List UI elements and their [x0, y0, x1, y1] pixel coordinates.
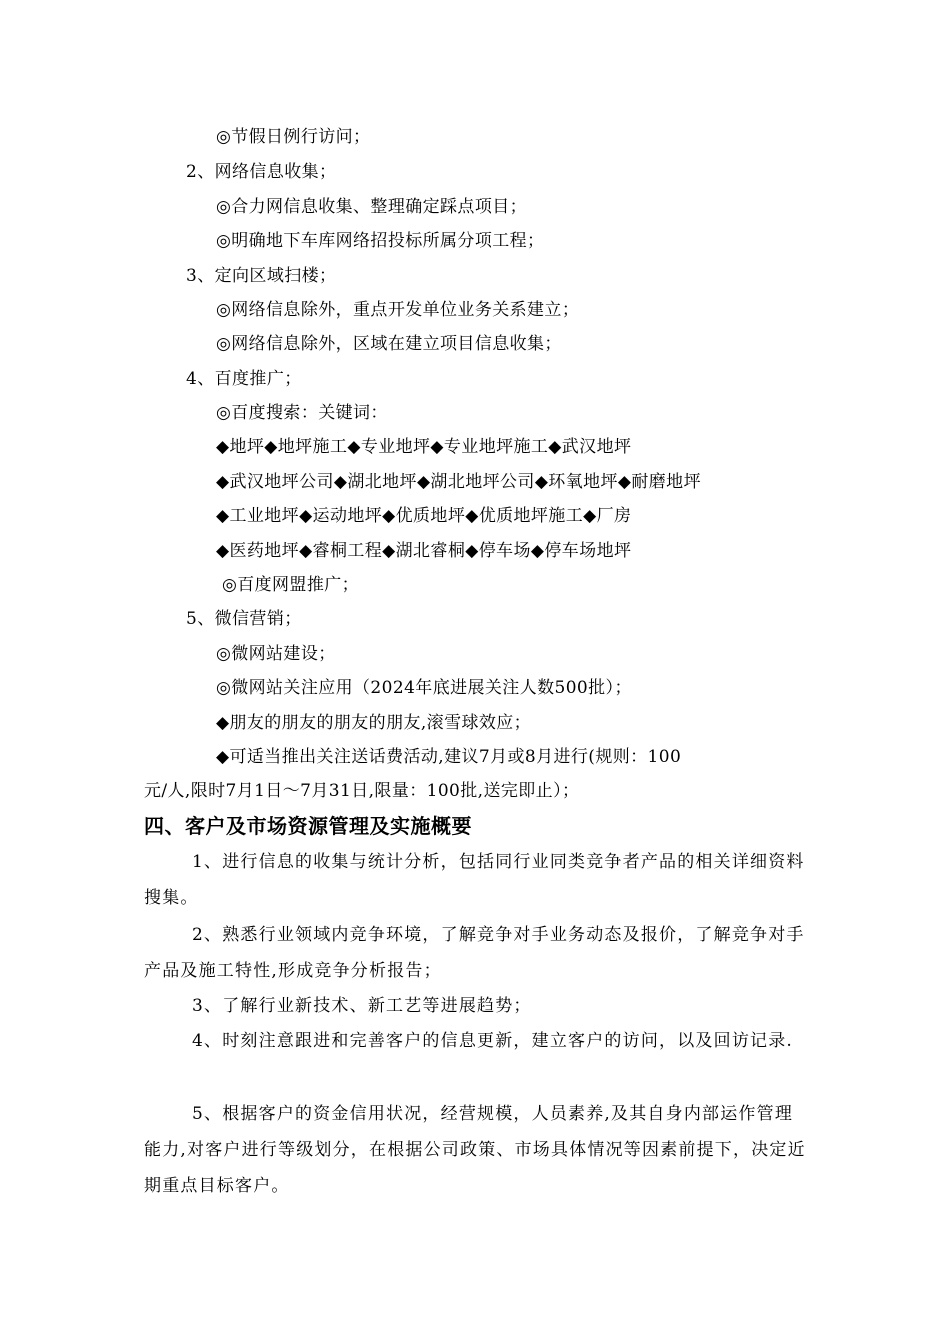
keyword-line: ◆医药地坪◆睿桐工程◆湖北睿桐◆停车场◆停车场地坪 — [216, 541, 632, 561]
item2-sub: ◎明确地下车库网络招投标所属分项工程； — [216, 231, 545, 251]
item5-sub: ◆可适当推出关注送话费活动,建议7月或8月进行(规则：100 — [216, 747, 682, 767]
item5-sub: ◆朋友的朋友的朋友的朋友,滚雪球效应； — [216, 713, 532, 733]
item5-title: 5、微信营销； — [186, 609, 302, 629]
item4-title: 4、百度推广； — [186, 369, 302, 389]
section4-paragraph: 5、根据客户的资金信用状况，经营规模，人员素养,及其自身内部运作管理能力,对客户进行等级划分，在根据公司政策、市场具体情况等因素前提下，决定近期重点目标客户。 — [144, 1104, 806, 1196]
item2-title: 2、网络信息收集； — [186, 162, 337, 182]
section4-paragraph: 3、了解行业新技术、新工艺等进展趋势； — [192, 996, 532, 1016]
section4-paragraph: 1、进行信息的收集与统计分析，包括同行业同类竞争者产品的相关详细资料搜集。 — [144, 852, 805, 908]
section4-paragraph: 2、熟悉行业领域内竞争环境，了解竞争对手业务动态及报价，了解竞争对手产品及施工特性,形成竞争分析报告； — [144, 925, 805, 981]
item4-search-keywords: ◎百度搜索：关键词： — [216, 403, 388, 423]
item4-alliance: ◎百度网盟推广； — [222, 575, 360, 595]
item5-sub: ◎微网站建设； — [216, 644, 336, 664]
item2-sub: ◎合力网信息收集、整理确定踩点项目； — [216, 197, 528, 217]
item5-sub: ◎微网站关注应用（2024年底进展关注人数500批）； — [216, 678, 632, 698]
item3-sub: ◎网络信息除外，区域在建立项目信息收集； — [216, 334, 562, 354]
keyword-line: ◆地坪◆地坪施工◆专业地坪◆专业地坪施工◆武汉地坪 — [216, 437, 632, 457]
item3-title: 3、定向区域扫楼； — [186, 266, 337, 286]
keyword-line: ◆工业地坪◆运动地坪◆优质地坪◆优质地坪施工◆厂房 — [216, 506, 632, 526]
item3-sub: ◎网络信息除外，重点开发单位业务关系建立； — [216, 300, 580, 320]
section4-heading: 四、客户及市场资源管理及实施概要 — [144, 814, 472, 838]
section4-paragraph: 4、时刻注意跟进和完善客户的信息更新，建立客户的访问，以及回访记录. — [192, 1031, 794, 1051]
keyword-line: ◆武汉地坪公司◆湖北地坪◆湖北地坪公司◆环氧地坪◆耐磨地坪 — [216, 472, 701, 492]
item5-continuation: 元/人,限时7月1日～7月31日,限量：100批,送完即止）； — [144, 781, 580, 801]
item1-sub-holiday-visit: ◎节假日例行访问； — [216, 127, 371, 147]
